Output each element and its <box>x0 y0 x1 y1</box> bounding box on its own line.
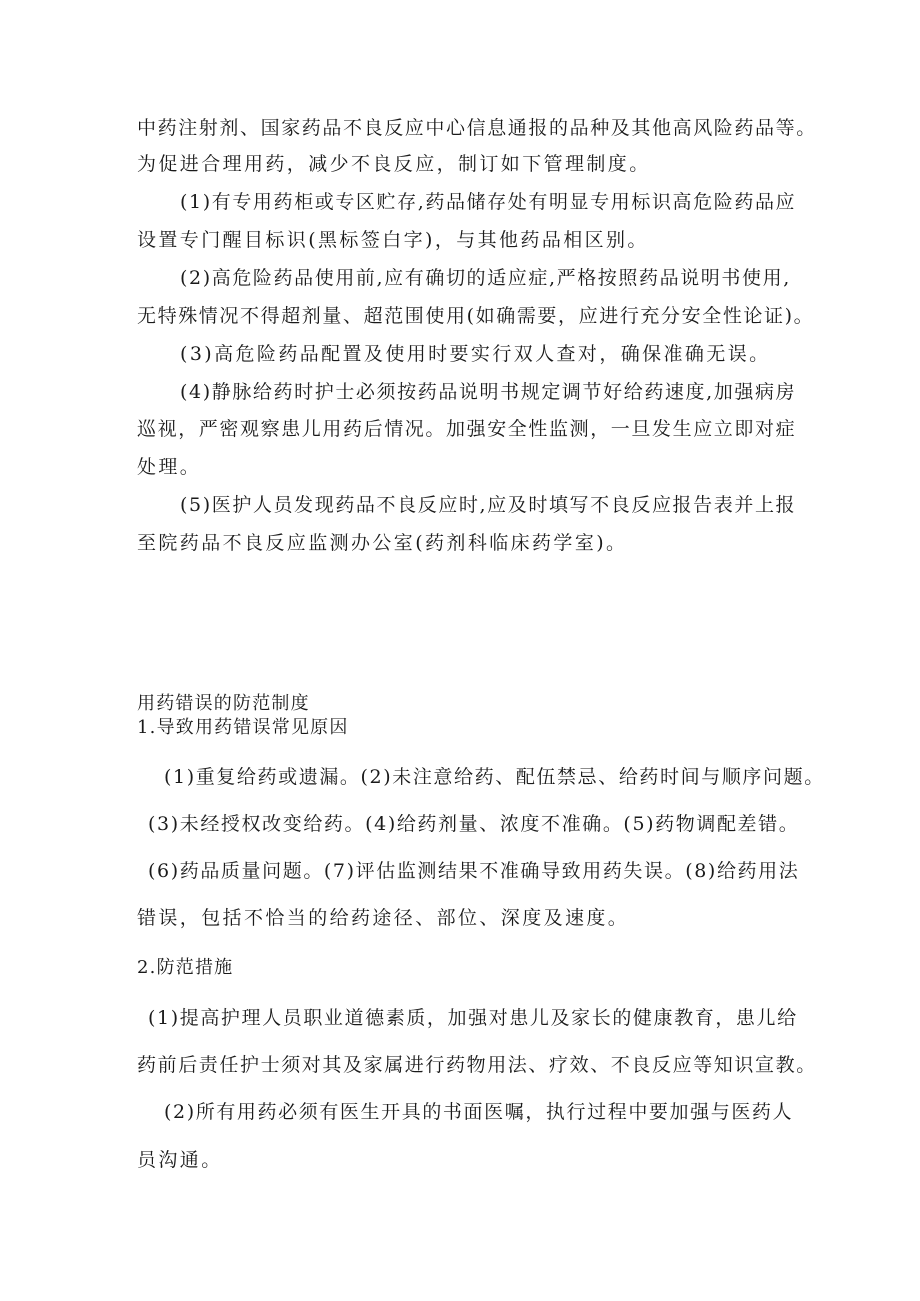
paragraph-line: 处理。 <box>137 456 202 478</box>
paragraph-line: 巡视，严密观察患儿用药后情况。加强安全性监测，一旦发生应立即对症 <box>137 418 797 440</box>
paragraph-line: (2)高危险药品使用前,应有确切的适应症,严格按照药品说明书使用, <box>180 267 791 289</box>
paragraph-line: 无特殊情况不得超剂量、超范围使用(如确需要，应进行充分安全性论证)。 <box>137 305 815 327</box>
paragraph-line: (1)重复给药或遗漏。(2)未注意给药、配伍禁忌、给药时间与顺序问题。 <box>164 766 825 788</box>
paragraph-line: 至院药品不良反应监测办公室(药剂科临床药学室)。 <box>137 532 628 554</box>
paragraph-line: 中药注射剂、国家药品不良反应中心信息通报的品种及其他高风险药品等。 <box>137 117 817 139</box>
paragraph-line: (4)静脉给药时护士必须按药品说明书规定调节好给药速度,加强病房 <box>180 381 797 403</box>
section-heading: 1.导致用药错误常见原因 <box>137 717 349 738</box>
paragraph-line: 为促进合理用药，减少不良反应，制订如下管理制度。 <box>137 153 651 175</box>
paragraph-line: (3)未经授权改变给药。(4)给药剂量、浓度不准确。(5)药物调配差错。 <box>148 813 800 835</box>
section-title: 用药错误的防范制度 <box>137 693 310 714</box>
paragraph-line: 设置专门醒目标识(黑标签白字)，与其他药品相区别。 <box>137 229 649 251</box>
section-heading: 2.防范措施 <box>137 957 234 978</box>
paragraph-line: (1)有专用药柜或专区贮存,药品储存处有明显专用标识高危险药品应 <box>180 191 797 213</box>
paragraph-line: 员沟通。 <box>137 1149 223 1171</box>
paragraph-line: 错误，包括不恰当的给药途径、部位、深度及速度。 <box>137 907 630 929</box>
paragraph-line: (1)提高护理人员职业道德素质，加强对患儿及家长的健康教育，患儿给 <box>148 1007 798 1029</box>
paragraph-line: (5)医护人员发现药品不良反应时,应及时填写不良反应报告表并上报 <box>180 494 797 516</box>
paragraph-line: 药前后责任护士须对其及家属进行药物用法、疗效、不良反应等知识宣教。 <box>137 1054 817 1076</box>
paragraph-line: (2)所有用药必须有医生开具的书面医嘱，执行过程中要加强与医药人 <box>164 1101 794 1123</box>
paragraph-line: (6)药品质量问题。(7)评估监测结果不准确导致用药失误。(8)给药用法 <box>148 860 800 882</box>
paragraph-line: (3)高危险药品配置及使用时要实行双人查对，确保准确无误。 <box>180 343 771 365</box>
